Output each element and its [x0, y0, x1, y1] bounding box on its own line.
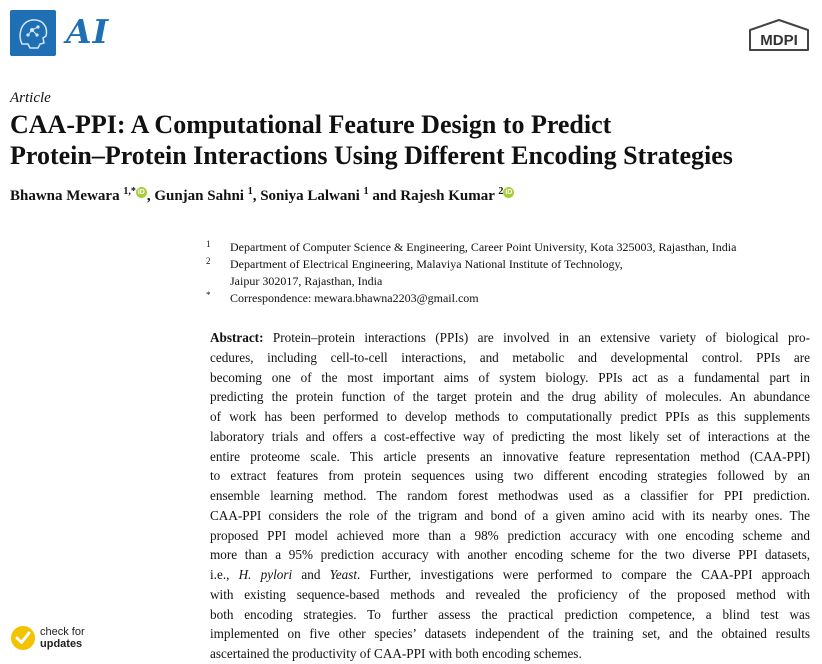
affiliation-number	[206, 270, 230, 287]
author-name: Rajesh Kumar	[400, 188, 499, 204]
abstract-line	[210, 506, 810, 526]
check-for-label: check for	[40, 626, 85, 638]
abstract-line	[210, 605, 810, 625]
abstract-line	[210, 644, 810, 664]
updates-label: updates	[40, 638, 83, 650]
abstract-text: of work has been performed to develop methods to computationally predict PPIs as this supplements	[210, 409, 810, 424]
affiliation-line	[206, 273, 806, 290]
abstract-line	[210, 328, 810, 348]
abstract-text: ensemble learning method. The random forest methodwas used as a classifier for PPI prediction.	[210, 488, 810, 503]
author-affiliation-sup: 2	[498, 186, 504, 197]
author-affiliation-sup: 1,*	[123, 186, 136, 197]
abstract-text: laboratory trials and offers a cost-effective way of predicting the most likely set of interactions at the	[210, 428, 810, 444]
article-title	[10, 109, 810, 171]
author-list	[10, 186, 514, 205]
abstract-label: Abstract:	[210, 330, 273, 345]
affiliation-number: 1	[206, 239, 211, 249]
check-for-updates-link[interactable]	[40, 626, 85, 650]
author-name: Bhawna Mewara	[10, 188, 124, 204]
orcid-icon[interactable]: iD	[137, 189, 145, 196]
abstract-text: ascertained the productivity of CAA-PPI with both encoding schemes.	[210, 646, 582, 661]
affiliation-text: Department of Computer Science & Engineering, Career Point University, Kota 325003, Rajasthan, India	[230, 240, 737, 254]
abstract-text: CAA-PPI considers the role of the trigram and bond of a given amino acid with its nearby ones. The	[210, 507, 810, 523]
abstract-line	[210, 486, 810, 506]
author-name: Soniya Lalwani	[260, 188, 364, 204]
abstract-line	[210, 368, 810, 388]
abstract-line	[210, 565, 810, 585]
abstract-line	[210, 427, 810, 447]
publisher-logo-text: MDPI	[760, 32, 798, 49]
affiliation-line	[206, 290, 806, 307]
abstract-text: proposed PPI model achieved more than a 98% prediction accuracy with one encoding scheme and	[210, 527, 810, 543]
abstract-text: both encoding strategies. To further assess the practical prediction competence, a blind test was	[210, 606, 810, 622]
abstract-text: implemented on five other species’ datasets independent of the training set, and the obtained results	[210, 626, 810, 642]
affiliation-number: *	[206, 290, 211, 300]
author-affiliation-sup: 1	[247, 186, 253, 197]
abstract-line	[210, 387, 810, 407]
abstract-line	[210, 545, 810, 565]
title-line-1: CAA-PPI: A Computational Feature Design to Predict	[10, 110, 612, 139]
check-for-updates-icon[interactable]	[10, 625, 36, 651]
abstract-line	[210, 407, 810, 427]
title-line-2: Protein–Protein Interactions Using Different Encoding Strategies	[10, 141, 733, 170]
affiliation-text: Department of Electrical Engineering, Malaviya National Institute of Technology,	[230, 257, 623, 271]
abstract-text: i.e., H. pylori and Yeast. Further, investigations were performed to compare the CAA-PPI approach	[210, 567, 810, 582]
abstract-text: becoming one of the most important aims of system biology. PPIs act as a fundamental part in	[210, 369, 810, 385]
abstract-line	[210, 526, 810, 546]
affiliations	[206, 239, 806, 307]
author-separator: and	[368, 188, 401, 204]
abstract-line	[210, 447, 810, 467]
author-separator: ,	[146, 188, 155, 204]
abstract-line	[210, 585, 810, 605]
author-name: Gunjan Sahni	[154, 188, 248, 204]
abstract	[210, 328, 810, 664]
abstract-text: with existing sequence-based methods and revealed the proficiency of the proposed method with	[210, 586, 810, 602]
author-affiliation-sup: 1	[363, 186, 369, 197]
affiliation-text: Jaipur 302017, Rajasthan, India	[230, 274, 383, 288]
abstract-text: entire proteome scale. This article presents an innovative feature representation method (CAA-PPI)	[210, 448, 810, 464]
mdpi-logo	[746, 18, 812, 52]
abstract-line	[210, 466, 810, 486]
abstract-line	[210, 624, 810, 644]
abstract-line	[210, 348, 810, 368]
abstract-text: predicting the protein function of the target protein and the drug ability of molecules. An abundance	[210, 389, 810, 405]
abstract-text: Protein–protein interactions (PPIs) are involved in an extensive variety of biological pro-	[272, 330, 810, 345]
abstract-text: more than a 95% prediction accuracy with another encoding scheme for the two diverse PPI datasets,	[210, 547, 810, 563]
abstract-text: cedures, including cell-to-cell interactions, and metabolic and developmental control. PPIs are	[210, 349, 810, 365]
journal-name: AI	[66, 12, 110, 51]
affiliation-number: 2	[206, 256, 211, 266]
journal-logo-icon	[10, 10, 56, 56]
article-type: Article	[10, 90, 51, 106]
abstract-text: to extract features from protein sequences using two different encoding strategies followed by an	[210, 468, 810, 484]
author-separator: ,	[252, 188, 261, 204]
orcid-icon[interactable]: iD	[505, 189, 513, 196]
affiliation-line	[206, 239, 806, 256]
affiliation-line	[206, 256, 806, 273]
affiliation-text: Correspondence: mewara.bhawna2203@gmail.com	[230, 291, 479, 305]
